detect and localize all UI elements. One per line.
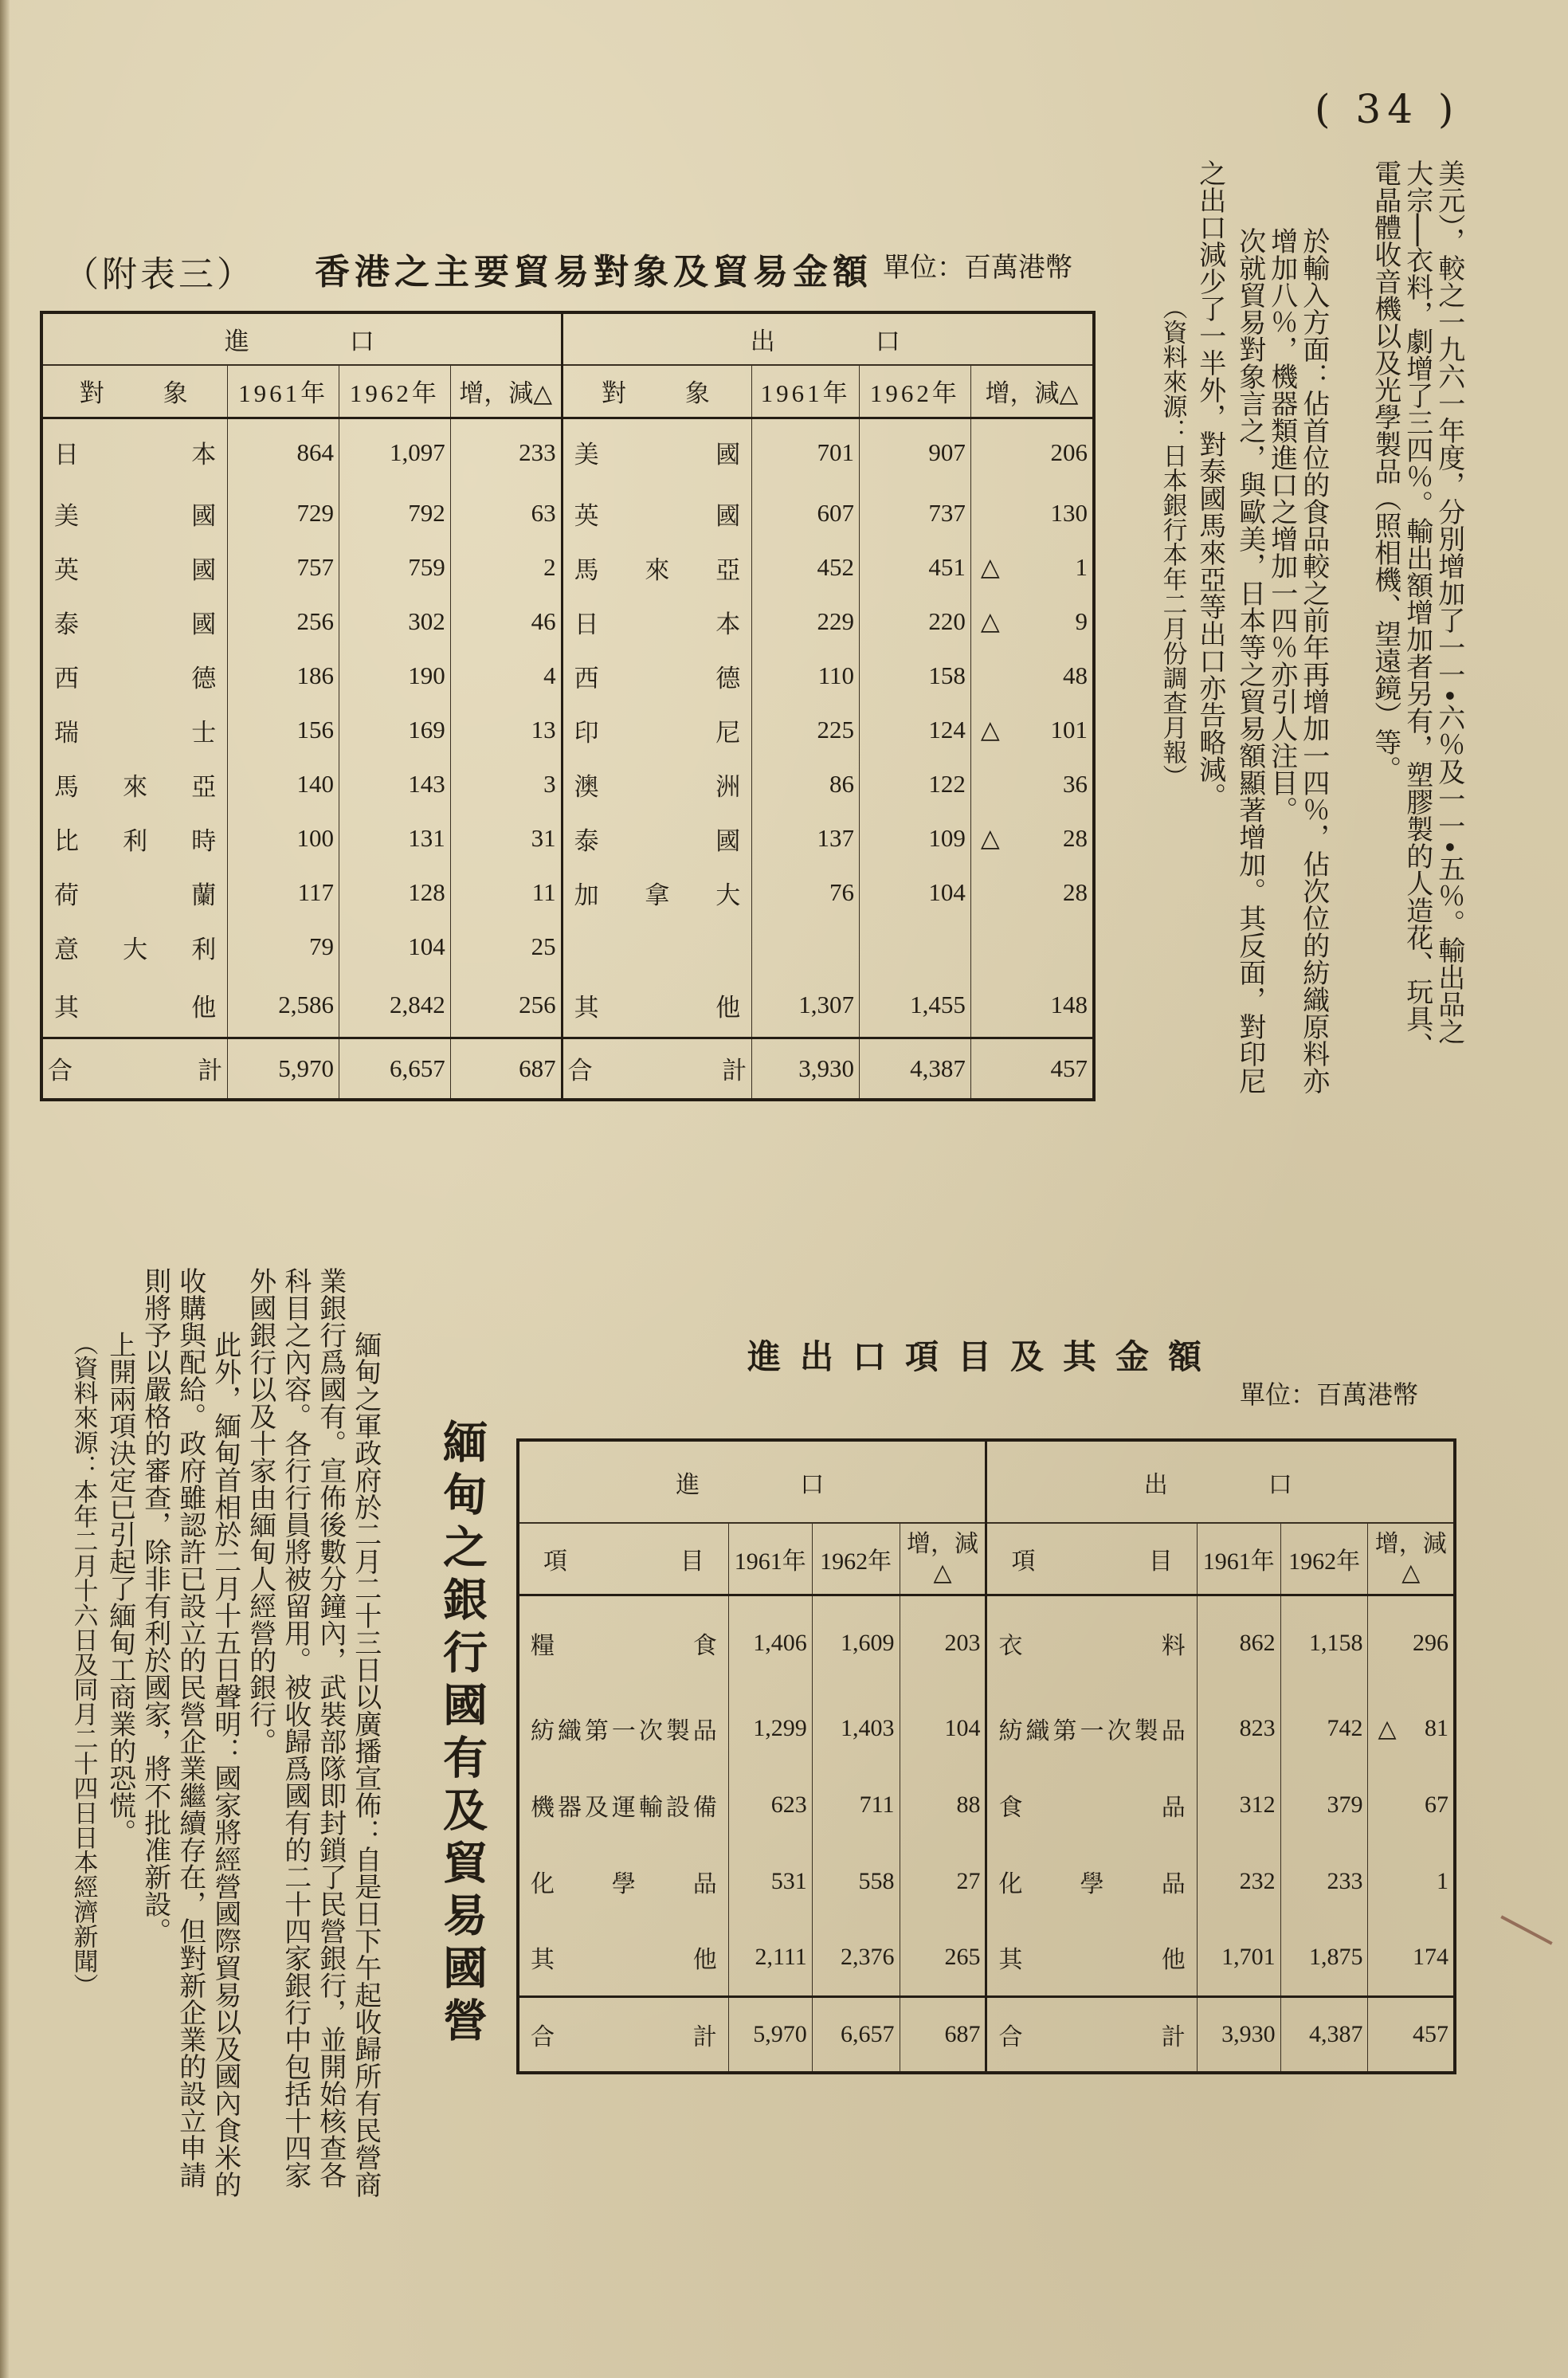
table2-total-row [518, 1996, 1455, 2073]
partner-header: 對 象 [562, 365, 752, 418]
table-cell: 452 [752, 540, 860, 594]
table-cell: 西德 [54, 664, 217, 693]
table-cell: 1,307 [752, 974, 860, 1038]
table-cell: 169 [339, 703, 450, 757]
table-cell: 意大利 [54, 935, 217, 963]
table-cell: 1,299 [728, 1690, 812, 1767]
table-cell: 英國 [562, 486, 752, 540]
table-cell: 其他 [531, 1947, 717, 1974]
table-cell: 759 [339, 540, 450, 594]
table-cell: 泰國 [562, 811, 752, 865]
table-cell: 合計 [562, 1038, 752, 1100]
table-row [41, 486, 1094, 540]
table-cell: 合計 [41, 1038, 228, 1100]
table-row [41, 594, 1094, 649]
table-cell: 比利時 [54, 826, 217, 855]
table-cell: 131 [339, 811, 450, 865]
burma-text-source: （資料來源：本年二月十六日及同月二十四日日本經濟新聞） [69, 1331, 98, 1998]
table-cell: 79 [228, 920, 339, 974]
table-cell: 190 [339, 649, 450, 703]
table2-header-row [518, 1523, 1455, 1595]
table-cell: 4 [450, 649, 562, 703]
table-cell: 156 [228, 703, 339, 757]
table2-group-row [518, 1440, 1455, 1523]
table-cell: 86 [752, 757, 860, 811]
table-cell: △ 1 [970, 540, 1094, 594]
year-1961-header: 1961年 [728, 1523, 812, 1595]
table-cell: 36 [970, 757, 1094, 811]
binding-edge [0, 0, 10, 2378]
table-cell: 31 [450, 811, 562, 865]
table-cell: 1,158 [1280, 1595, 1368, 1690]
table-cell: 104 [860, 865, 971, 920]
table-cell: 711 [812, 1767, 900, 1843]
table-cell: 451 [860, 540, 971, 594]
top-text-column: 次就貿易對象言之，與歐美，日本等之貿易額顯著增加。其反面，對印尼 [1233, 227, 1266, 1094]
table-cell: 27 [900, 1843, 986, 1920]
table-row [41, 811, 1094, 865]
table-cell: 158 [860, 649, 971, 703]
table-cell: 4,387 [1280, 1996, 1368, 2073]
table-cell: 457 [970, 1038, 1094, 1100]
table-cell: 457 [1368, 1996, 1455, 2073]
table-cell: 186 [228, 649, 339, 703]
table-row [41, 540, 1094, 594]
table-cell: 233 [450, 418, 562, 486]
table-cell: △ 81 [1368, 1690, 1455, 1767]
table-cell: 128 [339, 865, 450, 920]
table1-header-row [41, 365, 1094, 418]
table-cell: 88 [900, 1767, 986, 1843]
table-cell: 2,586 [228, 974, 339, 1038]
table-cell: 229 [752, 594, 860, 649]
table-cell: 687 [900, 1996, 986, 2073]
table1-code: （附表三） [64, 254, 255, 295]
table-row [41, 649, 1094, 703]
table-cell: 25 [450, 920, 562, 974]
table-cell: 137 [752, 811, 860, 865]
table-cell: 28 [970, 865, 1094, 920]
table-cell: 5,970 [728, 1996, 812, 2073]
table-cell: 729 [228, 486, 339, 540]
table-cell: 302 [339, 594, 450, 649]
table1-title: 香港之主要貿易對象及貿易金額 [315, 252, 872, 292]
table1-total-row [41, 1038, 1094, 1100]
table-cell: 日本 [54, 441, 217, 469]
table-cell: 11 [450, 865, 562, 920]
table-cell: 1,701 [1197, 1920, 1280, 1996]
table-row [41, 418, 1094, 486]
table-cell: 687 [450, 1038, 562, 1100]
top-text-column: 美元），較之一九六一年度，分別增加了一一•六％及一一•五％。輸出品之 [1433, 159, 1465, 1046]
table-cell: 食品 [986, 1767, 1197, 1843]
table-cell: 馬來亞 [54, 772, 217, 801]
burma-text-column: 業銀行爲國有。宣佈後數分鐘內，武裝部隊即封鎖了民營銀行，並開始核查各 [314, 1267, 347, 2188]
table-cell: 67 [1368, 1767, 1455, 1843]
table-cell: 737 [860, 486, 971, 540]
table-cell: 印尼 [562, 703, 752, 757]
table-cell: 100 [228, 811, 339, 865]
table-cell: 531 [728, 1843, 812, 1920]
page-number: ( 34 ) [1315, 86, 1460, 132]
table-cell: 63 [450, 486, 562, 540]
table-cell: 合計 [986, 1996, 1197, 2073]
table-cell: 757 [228, 540, 339, 594]
table-cell: 233 [1280, 1843, 1368, 1920]
table-cell: 130 [970, 486, 1094, 540]
table-row [41, 703, 1094, 757]
burma-text-column: 則將予以嚴格的審查，除非有利於國家，將不批准新設。 [139, 1267, 171, 1944]
table1-group-row [41, 312, 1094, 365]
table-cell: 296 [1368, 1595, 1455, 1690]
table-cell: 379 [1280, 1767, 1368, 1843]
table-cell: 148 [970, 974, 1094, 1038]
table-cell: △ 9 [970, 594, 1094, 649]
table-cell: 糧食 [531, 1632, 717, 1659]
table-cell: 2,842 [339, 974, 450, 1038]
table-row [41, 757, 1094, 811]
table-cell: 1,455 [860, 974, 971, 1038]
table-cell: 110 [752, 649, 860, 703]
table-cell: 256 [450, 974, 562, 1038]
table-cell: 3 [450, 757, 562, 811]
burma-article-heading: 緬甸之銀行國有及貿易國營 [436, 1419, 488, 2050]
table-row [41, 974, 1094, 1038]
export-group-header: 出 口 [562, 312, 1094, 365]
table-cell: 瑞士 [54, 718, 217, 747]
table-cell: 馬來亞 [562, 540, 752, 594]
burma-text-column: 收購與配給。政府雖認許已設立的民營企業繼續存在，但對新企業的設立申請 [174, 1267, 206, 2188]
table-row [518, 1920, 1455, 1996]
burma-text-column: 外國銀行以及十家由緬甸人經營的銀行。 [244, 1267, 276, 1755]
change-header: 增，減△ [970, 365, 1094, 418]
top-text-source: （資料來源：日本銀行本年二月份調查月報） [1158, 295, 1187, 789]
table-cell: 206 [970, 418, 1094, 486]
table-cell: 1 [1368, 1843, 1455, 1920]
table-cell [562, 920, 752, 974]
table-cell: 其他 [986, 1920, 1197, 1996]
table-cell: 澳洲 [562, 757, 752, 811]
table-row [41, 865, 1094, 920]
table-cell: 140 [228, 757, 339, 811]
table-cell: 46 [450, 594, 562, 649]
table-cell: △ 101 [970, 703, 1094, 757]
year-1962-header: 1962年 [860, 365, 971, 418]
table-cell: 衣料 [986, 1595, 1197, 1690]
table2-title: 進出口項目及其金額 [747, 1337, 1221, 1376]
table-cell: 13 [450, 703, 562, 757]
table-cell: 6,657 [812, 1996, 900, 2073]
table-cell: 109 [860, 811, 971, 865]
table-cell: 4,387 [860, 1038, 971, 1100]
table-cell: △ 28 [970, 811, 1094, 865]
change-header: 增，減△ [900, 1523, 986, 1595]
table-cell: 117 [228, 865, 339, 920]
table-cell: 美國 [562, 418, 752, 486]
table-cell: 174 [1368, 1920, 1455, 1996]
table-cell: 3,930 [1197, 1996, 1280, 2073]
top-text-column: 電晶體收音機以及光學製品（照相機、望遠鏡）等。 [1369, 159, 1401, 783]
table-cell: 紡織第一次製品 [986, 1690, 1197, 1767]
table-cell: 76 [752, 865, 860, 920]
table2-unit: 單位：百萬港幣 [1240, 1379, 1419, 1410]
table-cell: 864 [228, 418, 339, 486]
table-cell: 1,097 [339, 418, 450, 486]
year-1962-header: 1962年 [812, 1523, 900, 1595]
table-cell: 5,970 [228, 1038, 339, 1100]
table-cell: 化學品 [986, 1843, 1197, 1920]
table-cell: 泰國 [54, 610, 217, 638]
table-cell: 日本 [562, 594, 752, 649]
table-cell: 124 [860, 703, 971, 757]
table2-body [518, 1595, 1455, 1996]
burma-text-column: 此外，緬甸首相於二月十五日聲明：國家將經營國際貿易以及國內食米的 [209, 1331, 241, 2198]
year-1962-header: 1962年 [1280, 1523, 1368, 1595]
table-row [518, 1843, 1455, 1920]
table-cell: 232 [1197, 1843, 1280, 1920]
top-text-column: 之出口減少了一半外，對泰國馬來亞等出口亦告略減。 [1194, 159, 1226, 810]
import-group-header: 進 口 [518, 1440, 986, 1523]
table-cell: 122 [860, 757, 971, 811]
table-cell: 792 [339, 486, 450, 540]
export-group-header: 出 口 [986, 1440, 1455, 1523]
year-1961-header: 1961年 [752, 365, 860, 418]
table-cell: 607 [752, 486, 860, 540]
table-cell: 558 [812, 1843, 900, 1920]
change-header: 增，減△ [450, 365, 562, 418]
table-cell: 907 [860, 418, 971, 486]
table-cell: 英國 [54, 555, 217, 584]
table-cell: 623 [728, 1767, 812, 1843]
table-cell: 203 [900, 1595, 986, 1690]
table-cell: 1,406 [728, 1595, 812, 1690]
table-cell: 2,111 [728, 1920, 812, 1996]
table-cell: 加拿大 [562, 865, 752, 920]
table-cell: 1,875 [1280, 1920, 1368, 1996]
table-cell: 104 [339, 920, 450, 974]
table-cell: 48 [970, 649, 1094, 703]
table-cell [970, 920, 1094, 974]
table-cell: 701 [752, 418, 860, 486]
table-cell: 256 [228, 594, 339, 649]
table-cell [860, 920, 971, 974]
table-cell: 104 [900, 1690, 986, 1767]
table-cell: 化學品 [531, 1871, 717, 1897]
table-cell: 6,657 [339, 1038, 450, 1100]
table-cell: 265 [900, 1920, 986, 1996]
year-1962-header: 1962年 [339, 365, 450, 418]
table-cell: 2,376 [812, 1920, 900, 1996]
table-row [518, 1767, 1455, 1843]
table-cell: 143 [339, 757, 450, 811]
burma-text-column: 上開兩項決定已引起了緬甸工商業的恐慌。 [104, 1331, 136, 1846]
top-text-column: 於輸入方面：佔首位的食品較之前年再增加一四％，佔次位的紡織原料亦 [1297, 227, 1330, 1094]
burma-text-column: 科目之內容。各行行員將被留用。被收歸爲國有的二十四家銀行中包括十四家 [279, 1267, 312, 2188]
table-cell: 機器及運輸設備 [531, 1795, 717, 1821]
table-cell: 225 [752, 703, 860, 757]
table-cell: 3,930 [752, 1038, 860, 1100]
table-cell: 1,609 [812, 1595, 900, 1690]
table-row [518, 1595, 1455, 1690]
trade-item-table [516, 1438, 1456, 2074]
table-cell: 美國 [54, 501, 217, 530]
top-text-column: 增加八％，機器類進口之增加一四％亦引人注目。 [1265, 227, 1298, 823]
trade-partner-table [40, 311, 1096, 1101]
table-row [41, 920, 1094, 974]
table1-unit: 單位：百萬港幣 [883, 252, 1072, 284]
import-group-header: 進 口 [41, 312, 562, 365]
table-cell: 荷蘭 [54, 881, 217, 909]
table-cell: 312 [1197, 1767, 1280, 1843]
partner-header: 對 象 [41, 365, 228, 418]
table-cell: 紡織第一次製品 [531, 1718, 717, 1744]
table-cell: 1,403 [812, 1690, 900, 1767]
table-row [518, 1690, 1455, 1767]
table-cell: 220 [860, 594, 971, 649]
year-1961-header: 1961年 [228, 365, 339, 418]
table-cell: 其他 [54, 993, 217, 1022]
table-cell: 2 [450, 540, 562, 594]
table-cell: 742 [1280, 1690, 1368, 1767]
year-1961-header: 1961年 [1197, 1523, 1280, 1595]
item-header: 項目 [518, 1523, 728, 1595]
change-header: 增，減△ [1368, 1523, 1455, 1595]
top-text-column: 大宗──衣料，劇增了三四％。輸出額增加者另有，塑膠製的人造花、玩具、 [1401, 159, 1433, 1059]
burma-text-column: 緬甸之軍政府於二月二十三日以廣播宣佈：自是日下午起收歸所有民營商 [349, 1331, 382, 2198]
table-cell: 西德 [562, 649, 752, 703]
table1-body [41, 418, 1094, 1038]
table-cell: 其他 [562, 974, 752, 1038]
table-cell: 合計 [518, 1996, 728, 2073]
table-cell: 862 [1197, 1595, 1280, 1690]
table-cell [752, 920, 860, 974]
item-header: 項目 [986, 1523, 1197, 1595]
table-cell: 823 [1197, 1690, 1280, 1767]
